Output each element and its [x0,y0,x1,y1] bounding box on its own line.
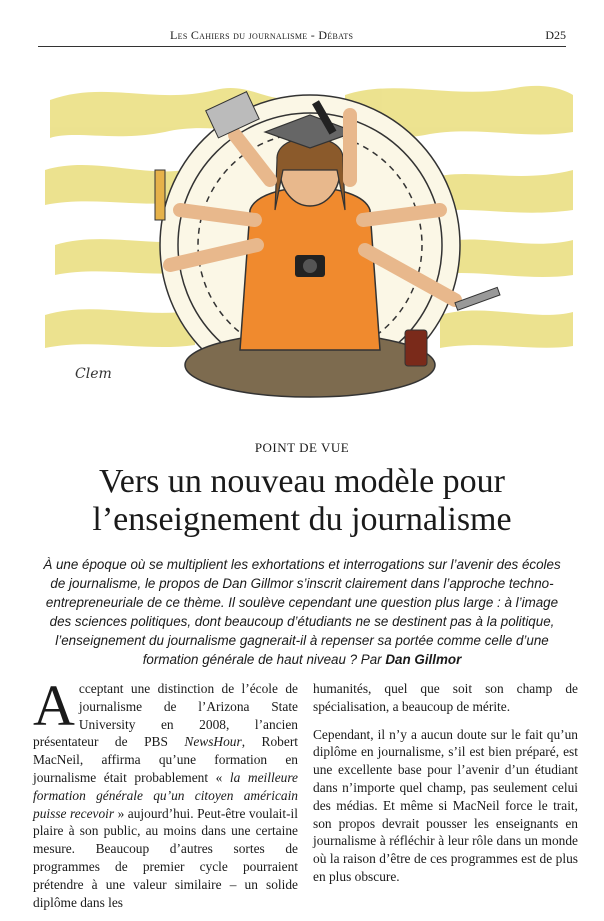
paragraph-1-text-c: » aujourd’hui. Peut-être voulait-il plaire à son public, au moins dans une certaine mesure. Beaucoup d’autres sortes de programmes de premier cycle pourraient prétendre à une valeur similaire – un solide diplôme dans les [33,805,298,910]
quote: la meilleure formation générale qu’un citoyen américain puisse recevoir [33,769,298,821]
header-rule [38,46,566,47]
paragraph-1-text-b: , Robert MacNeil, affirma qu’une formation en journalisme était probablement « [33,734,298,785]
title-line-1: Vers un nouveau modèle pour [98,463,505,500]
right-column [313,680,578,896]
lead-text: À une époque où se multiplient les exhortations et interrogations sur l’avenir des écoles de journalisme, le propos de Dan Gillmor s’inscrit clairement dans l’approche techno-entrepreneuriale de ce thème. Il soulève cependant une question plus large : à l’image des sciences politiques, dont beaucoup d’étudiants ne se destinent pas à la politique, l’enseignement du journalisme gagnerait-il à repenser sa portée comme celle d’une formation générale de haut niveau ? Par [43,557,561,667]
article-kicker: POINT DE VUE [254,440,350,455]
artist-signature: Clem [75,366,112,382]
article-lead [40,555,564,669]
drop-cap: A [33,673,75,738]
journal-name: Les Cahiers du journalisme - Débats [170,28,354,42]
running-header [0,28,604,44]
title-line-2: l’enseignement du journalisme [92,501,512,538]
paragraph-3: Cependant, il n’y a aucun doute sur le fait qu’un diplôme en journalisme, s’il est bien préparé, est une excellente base pour l’avenir d’un étudiant dans n’importe quel champ, pas seulement celui des médias. Et même si MacNeil force le trait, son propos devrait pousser les enseignants en journalisme à réfléchir à leur rôle dans un monde où la raison d’être de ces programmes est de plus en plus obscure. [313,726,578,884]
show-name: NewsHour [184,734,242,750]
author-name: Dan Gillmor [385,652,462,667]
paragraph-1 [33,673,298,911]
paragraph-1-text-a: cceptant une distinction de l’école de journalisme de l’Arizona State University en 2008, l’ancien présentateur de PBS [33,681,298,750]
article-body [33,673,578,910]
left-column [33,673,298,921]
page-number: D25 [545,28,566,42]
paragraph-2: humanités, quel que soit son champ de spécialisation, a beaucoup de mérite. [313,681,578,714]
multi-armed-journalist-illustration [45,60,575,430]
article-title [0,463,604,539]
